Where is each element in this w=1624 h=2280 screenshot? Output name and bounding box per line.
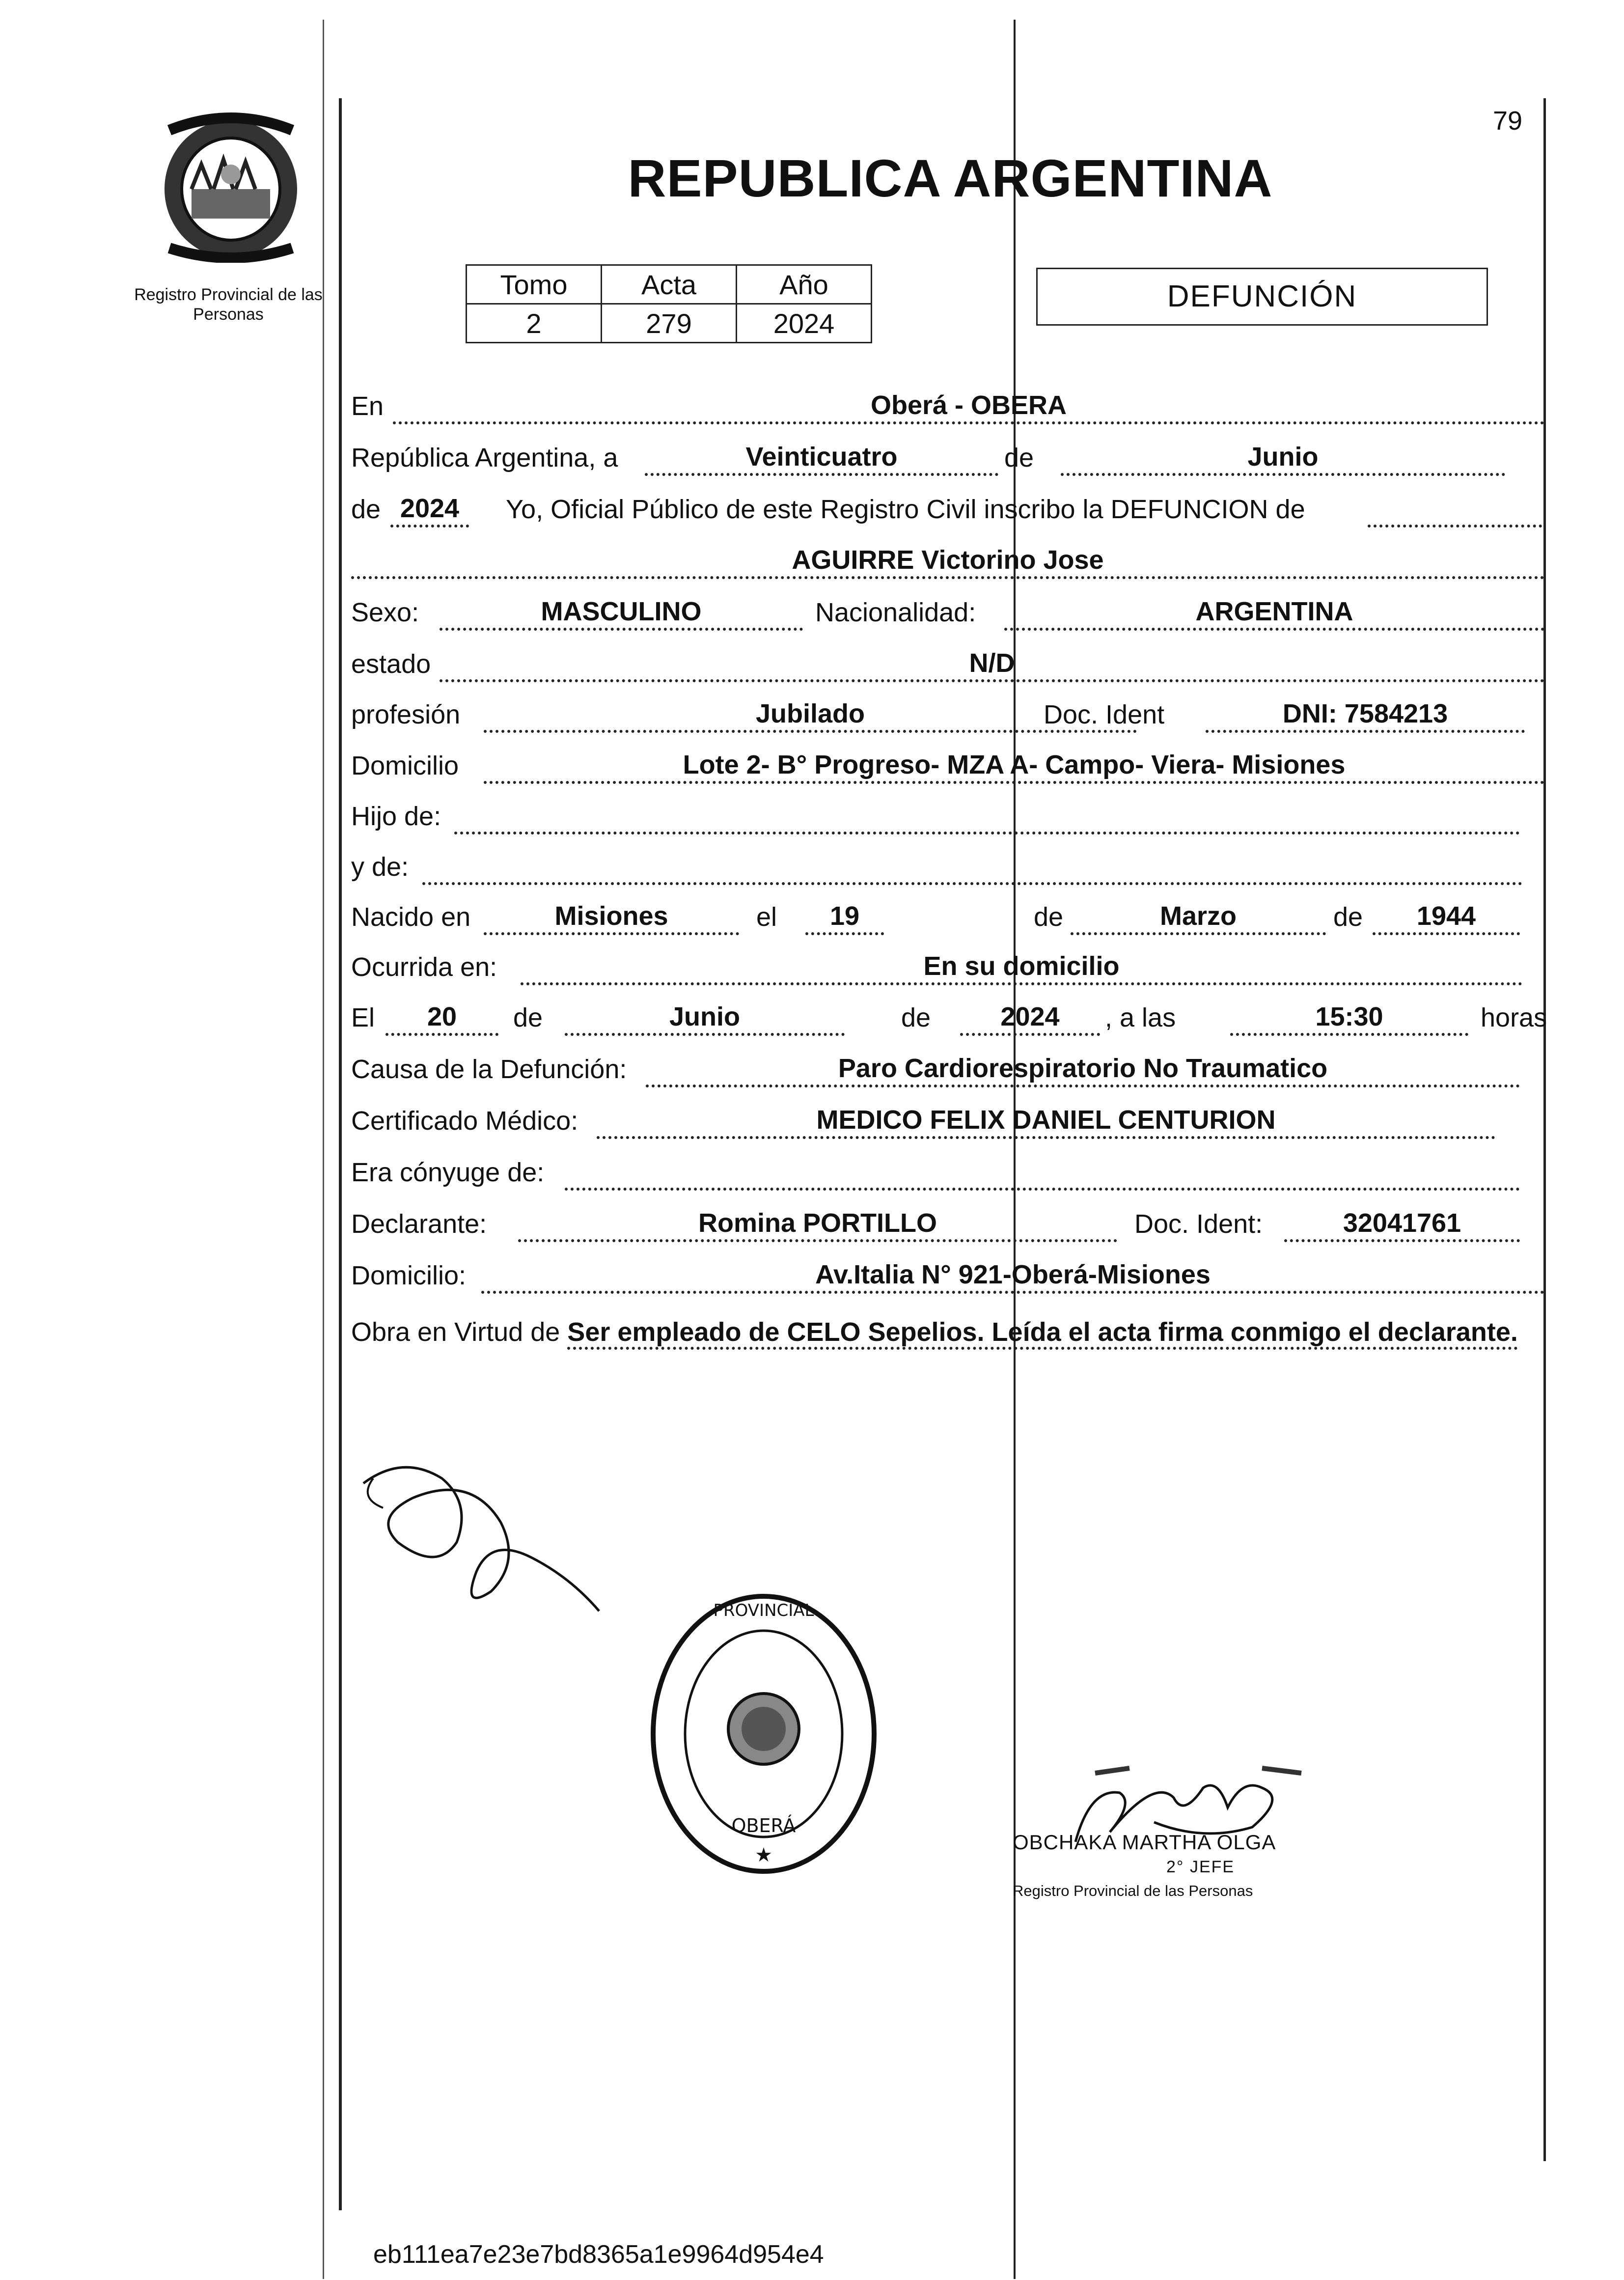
- deceased-name-value: AGUIRRE Victorino Jose: [351, 544, 1544, 579]
- official-stamp: [643, 1586, 884, 1881]
- death-day-value: 20: [385, 1001, 498, 1036]
- left-margin-rule: [323, 20, 324, 2279]
- doc-ident-value: DNI: 7584213: [1206, 697, 1525, 733]
- nacido-en-value: Misiones: [484, 900, 739, 935]
- place-value: Oberá - OBERA: [393, 389, 1544, 424]
- conyuge-value: [565, 1155, 1520, 1191]
- signatory-name: OBCHAKA MARTHA OLGA: [1013, 1831, 1276, 1854]
- document-hash: eb111ea7e23e7bd8365a1e9964d954e4: [373, 2240, 824, 2269]
- birth-day-value: 19: [805, 900, 884, 935]
- stamp-city: OBERÁ: [731, 1815, 796, 1836]
- causa-value: Paro Cardiorespiratorio No Traumatico: [646, 1052, 1520, 1087]
- declarante-label: Declarante:: [351, 1209, 487, 1239]
- a-las-label: , a las: [1105, 1003, 1176, 1032]
- table-header-row: [467, 265, 872, 304]
- birth-year-value: 1944: [1373, 900, 1520, 935]
- hijo-value: [454, 799, 1520, 834]
- register-table: [466, 264, 872, 343]
- y-de-value: [422, 850, 1522, 885]
- row-decl-domicilio: [351, 1257, 1549, 1298]
- row-intro: [351, 491, 1549, 531]
- anio-value: 2024: [737, 304, 872, 343]
- de2-label: de: [351, 495, 381, 524]
- certificado-value: MEDICO FELIX DANIEL CENTURION: [597, 1104, 1495, 1139]
- decl-domicilio-value: Av.Italia N° 921-Oberá-Misiones: [481, 1258, 1544, 1294]
- de-label: de: [1004, 443, 1034, 473]
- causa-label: Causa de la Defunción:: [351, 1055, 627, 1084]
- death-time-value: 15:30: [1230, 1001, 1468, 1036]
- row-sexo: [351, 594, 1549, 635]
- row-ocurrida: [351, 949, 1549, 989]
- table-row: [467, 304, 872, 343]
- day-text-value: Veinticuatro: [645, 441, 998, 476]
- death-year-value: 2024: [960, 1001, 1100, 1036]
- horas-label: horas: [1481, 1003, 1547, 1032]
- decl-domicilio-label: Domicilio:: [351, 1261, 467, 1290]
- obra-text: Ser empleado de CELO Sepelios. Leída el acta firma conmigo el declarante.: [567, 1317, 1518, 1350]
- sexo-label: Sexo:: [351, 598, 419, 627]
- row-domicilio: [351, 748, 1549, 788]
- misiones-coat-of-arms-logo: [155, 111, 307, 263]
- el-label: el: [756, 902, 777, 932]
- certificado-label: Certificado Médico:: [351, 1106, 578, 1136]
- row-name: [351, 543, 1549, 583]
- ocurrida-en-value: En su domicilio: [521, 950, 1522, 985]
- birth-de-label: de: [1034, 902, 1064, 932]
- signatory-office: Registro Provincial de las Personas: [1013, 1882, 1253, 1899]
- declarant-signature: [344, 1444, 619, 1650]
- row-en: [351, 388, 1549, 428]
- republica-label: República Argentina, a: [351, 443, 618, 473]
- decl-doc-label: Doc. Ident:: [1134, 1209, 1263, 1239]
- estado-label: estado: [351, 649, 431, 679]
- doc-ident-label: Doc. Ident: [1044, 700, 1165, 729]
- table-header-acta: Acta: [602, 265, 737, 304]
- profesion-label: profesión: [351, 700, 461, 729]
- row-death-date: [351, 1000, 1549, 1040]
- estado-value: N/D: [440, 647, 1544, 682]
- row-y-de: [351, 849, 1549, 889]
- obra-paragraph: [351, 1310, 1542, 1354]
- decl-doc-value: 32041761: [1284, 1207, 1520, 1242]
- death-de2-label: de: [901, 1003, 931, 1032]
- row-declarante: [351, 1206, 1549, 1246]
- row-nacido: [351, 899, 1549, 939]
- table-header-tomo: Tomo: [467, 265, 602, 304]
- page-title: REPUBLICA ARGENTINA: [628, 148, 1273, 208]
- obra-label: Obra en Virtud de: [351, 1317, 560, 1347]
- domicilio-label: Domicilio: [351, 751, 459, 780]
- death-de-label: de: [513, 1003, 543, 1032]
- domicilio-value: Lote 2- B° Progreso- MZA A- Campo- Viera- Misiones: [484, 749, 1544, 784]
- row-causa: [351, 1051, 1549, 1091]
- intro-blank: [1368, 492, 1542, 528]
- birth-de2-label: de: [1333, 902, 1363, 932]
- en-label: En: [351, 391, 384, 421]
- month-value: Junio: [1061, 441, 1505, 476]
- hijo-label: Hijo de:: [351, 802, 441, 831]
- nacido-label: Nacido en: [351, 902, 471, 932]
- signatory-role: 2° JEFE: [1166, 1858, 1235, 1876]
- nacionalidad-label: Nacionalidad:: [815, 598, 976, 627]
- row-conyuge: [351, 1154, 1549, 1195]
- year-value: 2024: [390, 492, 469, 528]
- birth-month-value: Marzo: [1071, 900, 1326, 935]
- form-left-border: [339, 98, 342, 2210]
- death-month-value: Junio: [565, 1001, 845, 1036]
- scan-fold-line: [1014, 20, 1016, 2279]
- profesion-value: Jubilado: [484, 697, 1137, 733]
- row-certificado: [351, 1103, 1549, 1143]
- acta-value: 279: [602, 304, 737, 343]
- row-estado: [351, 646, 1549, 686]
- intro-text: Yo, Oficial Público de este Registro Civil inscribo la DEFUNCION de: [506, 495, 1305, 524]
- y-de-label: y de:: [351, 852, 409, 882]
- row-date: [351, 440, 1549, 480]
- table-header-anio: Año: [737, 265, 872, 304]
- document-type-box: DEFUNCIÓN: [1036, 268, 1488, 326]
- svg-text:★: ★: [755, 1844, 772, 1866]
- row-profesion: [351, 696, 1549, 737]
- el2-label: El: [351, 1003, 375, 1032]
- nacionalidad-value: ARGENTINA: [1004, 595, 1544, 631]
- page-number: 79: [1493, 106, 1523, 136]
- svg-text:PROVINCIAL: PROVINCIAL: [713, 1601, 814, 1620]
- tomo-value: 2: [467, 304, 602, 343]
- row-hijo: [351, 798, 1549, 838]
- conyuge-label: Era cónyuge de:: [351, 1158, 545, 1187]
- sexo-value: MASCULINO: [440, 595, 803, 631]
- declarante-value: Romina PORTILLO: [518, 1207, 1117, 1242]
- ocurrida-label: Ocurrida en:: [351, 952, 497, 982]
- registry-label: Registro Provincial de las Personas: [134, 285, 323, 324]
